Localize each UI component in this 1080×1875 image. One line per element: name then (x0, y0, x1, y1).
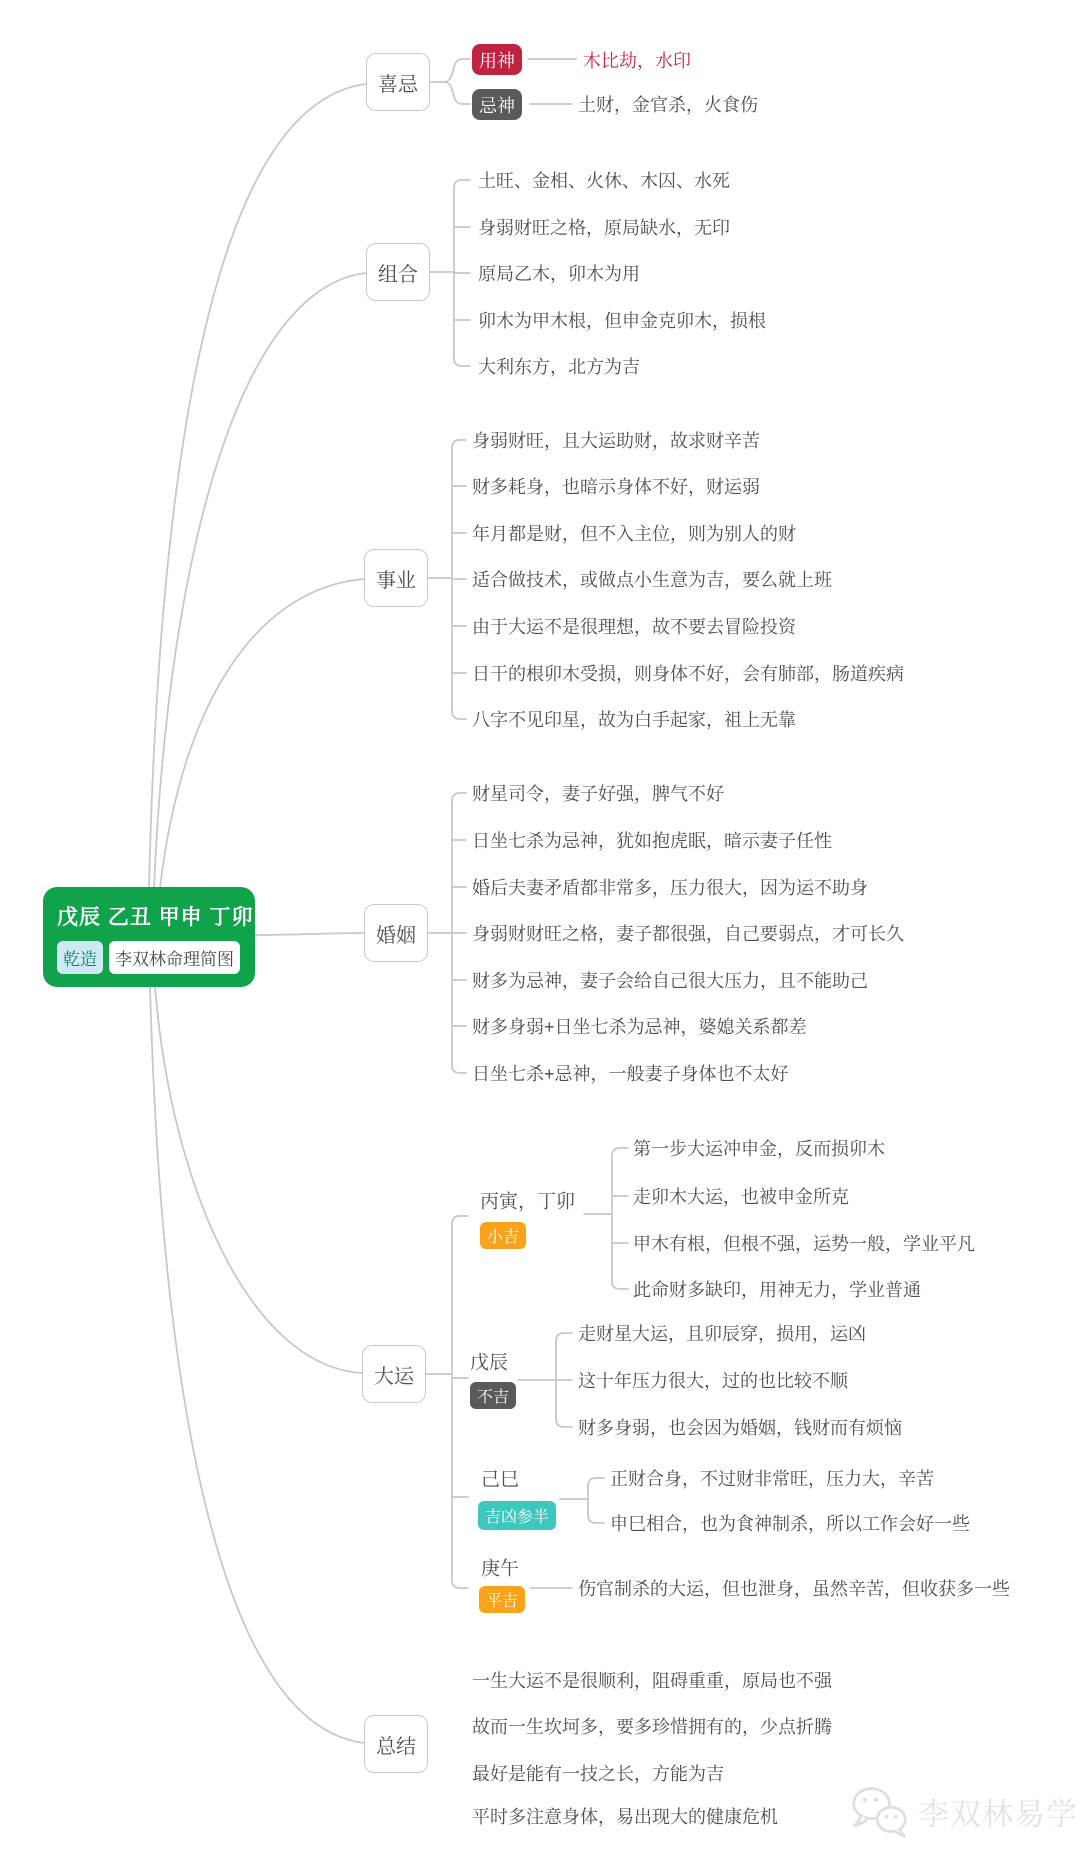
watermark-text: 李双林易学 (918, 1796, 1078, 1832)
yongshen-badge[interactable]: 用神 (472, 44, 522, 75)
xiaoji-badge[interactable]: 小吉 (480, 1222, 526, 1249)
branch-node-zongjie[interactable]: 总结 (364, 1715, 428, 1773)
leaf-item[interactable]: 申巳相合，也为食神制杀，所以工作会好一些 (610, 1514, 970, 1534)
branch-node-xiji[interactable]: 喜忌 (366, 53, 430, 111)
branch-node-dayun[interactable]: 大运 (362, 1345, 426, 1403)
branch-node-shiye[interactable]: 事业 (364, 549, 428, 607)
leaf-item[interactable]: 财星司令，妻子好强，脾气不好 (472, 784, 724, 804)
period-label-bingyin-dingmao[interactable]: 丙寅，丁卯 (480, 1191, 576, 1213)
period-label-jisi[interactable]: 己巳 (481, 1469, 520, 1491)
root-tags (57, 941, 241, 974)
leaf-item[interactable]: 由于大运不是很理想，故不要去冒险投资 (472, 617, 796, 637)
leaf-item[interactable]: 土财，金官杀，火食伤 (578, 95, 758, 115)
leaf-item[interactable]: 财多为忌神，妻子会给自己很大压力，且不能助己 (472, 971, 868, 991)
leaf-item[interactable]: 婚后夫妻矛盾都非常多，压力很大，因为运不助身 (472, 878, 868, 898)
leaf-item[interactable]: 八字不见印星，故为白手起家，祖上无靠 (472, 710, 796, 730)
leaf-item[interactable]: 财多身弱，也会因为婚姻，钱财而有烦恼 (578, 1418, 902, 1438)
leaf-item[interactable]: 最好是能有一技之长，方能为吉 (472, 1764, 724, 1784)
leaf-item[interactable]: 走财星大运，且卯辰穿，损用，运凶 (578, 1324, 866, 1344)
root-node[interactable] (43, 887, 255, 987)
period-label-gengwu[interactable]: 庚午 (481, 1558, 520, 1580)
leaf-item[interactable]: 这十年压力很大，过的也比较不顺 (578, 1371, 848, 1391)
leaf-item[interactable]: 伤官制杀的大运，但也泄身，虽然辛苦，但收获多一些 (578, 1579, 1010, 1599)
jixiongcanban-badge[interactable]: 吉凶参半 (478, 1501, 556, 1530)
leaf-item[interactable]: 走卯木大运，也被申金所克 (633, 1187, 849, 1207)
leaf-item[interactable]: 土旺、金相、火休、木囚、水死 (478, 171, 730, 191)
leaf-item[interactable]: 平时多注意身体，易出现大的健康危机 (472, 1807, 778, 1827)
leaf-item[interactable]: 财多耗身，也暗示身体不好，财运弱 (472, 477, 760, 497)
leaf-item[interactable]: 此命财多缺印，用神无力，学业普通 (633, 1280, 921, 1300)
leaf-item[interactable]: 大利东方，北方为吉 (478, 357, 640, 377)
leaf-item[interactable]: 适合做技术，或做点小生意为吉，要么就上班 (472, 570, 832, 590)
buji-badge[interactable]: 不吉 (470, 1382, 516, 1409)
leaf-item[interactable]: 原局乙木，卯木为用 (478, 264, 640, 284)
leaf-item[interactable]: 身弱财旺之格，原局缺水，无印 (478, 218, 730, 238)
pingji-badge[interactable]: 平吉 (479, 1586, 525, 1613)
leaf-item[interactable]: 正财合身，不过财非常旺，压力大，辛苦 (610, 1469, 934, 1489)
jishen-badge[interactable]: 忌神 (472, 89, 522, 120)
leaf-item[interactable]: 故而一生坎坷多，要多珍惜拥有的，少点折腾 (472, 1717, 832, 1737)
leaf-item[interactable]: 第一步大运冲申金，反而损卯木 (633, 1139, 885, 1159)
branch-node-hunyin[interactable]: 婚姻 (364, 904, 428, 962)
leaf-item[interactable]: 甲木有根，但根不强，运势一般，学业平凡 (633, 1234, 975, 1254)
qianzao-tag: 乾造 (57, 941, 103, 974)
leaf-item[interactable]: 身弱财财旺之格，妻子都很强，自己要弱点，才可长久 (472, 924, 904, 944)
leaf-item[interactable]: 日干的根卯木受损，则身体不好，会有肺部，肠道疾病 (472, 664, 904, 684)
watermark (848, 1782, 1078, 1840)
leaf-item[interactable]: 卯木为甲木根，但申金克卯木，损根 (478, 311, 766, 331)
wechat-icon (848, 1782, 910, 1840)
leaf-item[interactable]: 财多身弱+日坐七杀为忌神，婆媳关系都差 (472, 1017, 807, 1037)
leaf-item[interactable]: 身弱财旺，且大运助财，故求财辛苦 (472, 431, 760, 451)
leaf-item[interactable]: 日坐七杀+忌神，一般妻子身体也不太好 (472, 1064, 789, 1084)
leaf-item[interactable]: 日坐七杀为忌神，犹如抱虎眠，暗示妻子任性 (472, 831, 832, 851)
source-tag: 李双林命理简图 (109, 941, 240, 974)
leaf-item[interactable]: 一生大运不是很顺利，阻碍重重，原局也不强 (472, 1671, 832, 1691)
leaf-item[interactable]: 木比劫，水印 (583, 51, 691, 71)
root-title: 戊辰 乙丑 甲申 丁卯 (57, 906, 254, 929)
period-label-wuchen[interactable]: 戊辰 (470, 1352, 509, 1374)
leaf-item[interactable]: 年月都是财，但不入主位，则为别人的财 (472, 524, 796, 544)
branch-node-zuhe[interactable]: 组合 (366, 243, 430, 301)
